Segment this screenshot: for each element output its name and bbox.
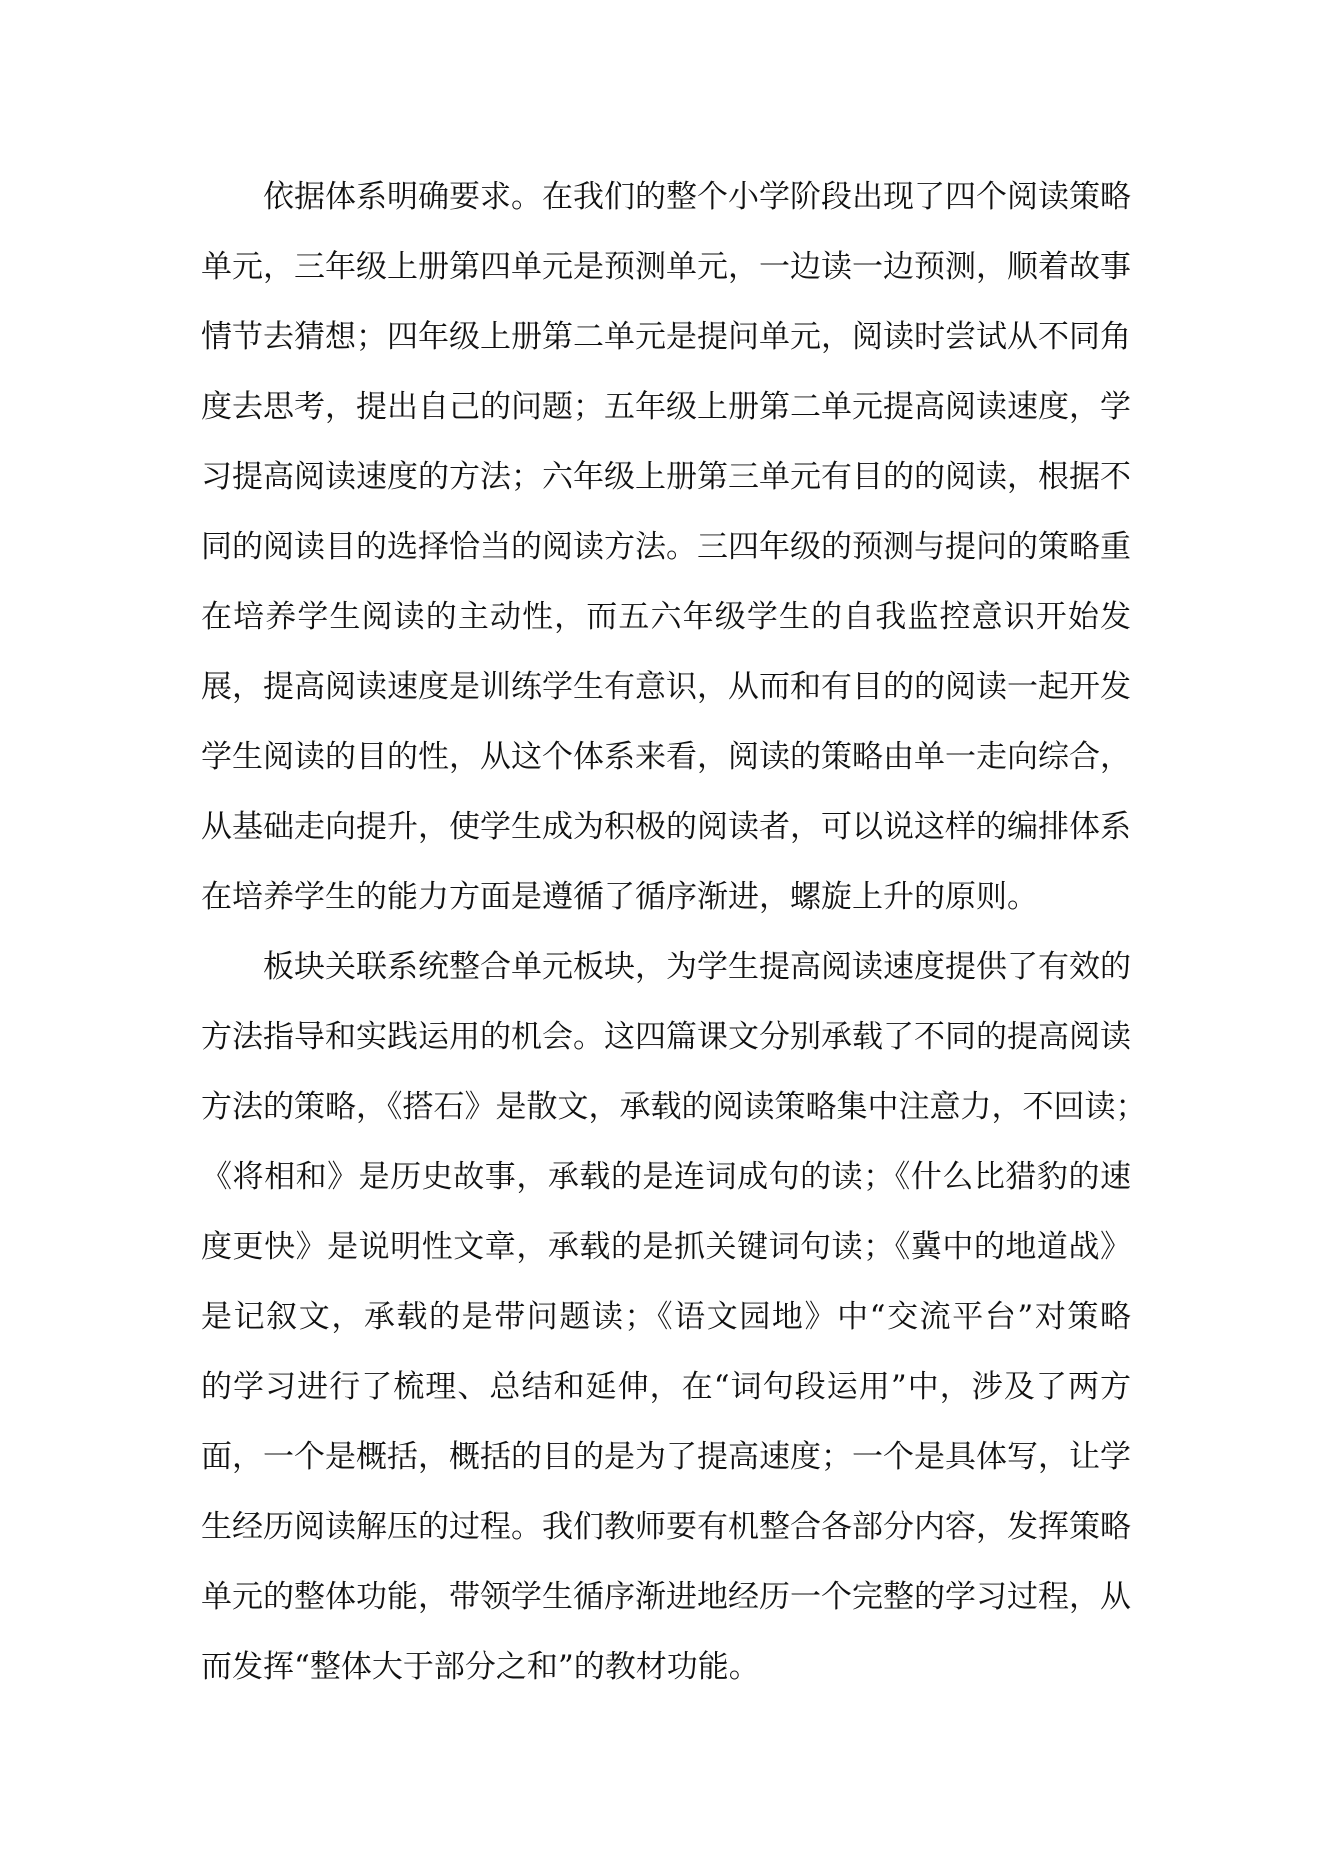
paragraph-2-line-5: 度更快》是说明性文章，承载的是抓关键词句读；《冀中的地道战》 bbox=[201, 1229, 1131, 1265]
paragraph-1-line-10: 从基础走向提升，使学生成为积极的阅读者，可以说这样的编排体系 bbox=[201, 809, 1131, 845]
paragraph-1-line-9: 学生阅读的目的性，从这个体系来看，阅读的策略由单一走向综合， bbox=[201, 739, 1131, 775]
paragraph-1-line-2: 单元，三年级上册第四单元是预测单元，一边读一边预测，顺着故事 bbox=[201, 249, 1131, 285]
paragraph-1-line-4: 度去思考，提出自己的问题；五年级上册第二单元提高阅读速度，学 bbox=[201, 389, 1131, 425]
paragraph-1-line-5: 习提高阅读速度的方法；六年级上册第三单元有目的的阅读，根据不 bbox=[201, 459, 1131, 495]
paragraph-2-line-9: 生经历阅读解压的过程。我们教师要有机整合各部分内容，发挥策略 bbox=[201, 1509, 1131, 1545]
paragraph-2-line-8: 面，一个是概括，概括的目的是为了提高速度；一个是具体写，让学 bbox=[201, 1439, 1131, 1475]
paragraph-1-line-1: 依据体系明确要求。在我们的整个小学阶段出现了四个阅读策略 bbox=[263, 179, 1131, 215]
paragraph-1-line-6: 同的阅读目的选择恰当的阅读方法。三四年级的预测与提问的策略重 bbox=[201, 529, 1131, 565]
paragraph-2-line-2: 方法指导和实践运用的机会。这四篇课文分别承载了不同的提高阅读 bbox=[201, 1019, 1131, 1055]
paragraph-2-line-3: 方法的策略，《搭石》是散文，承载的阅读策略集中注意力，不回读； bbox=[201, 1089, 1147, 1125]
paragraph-2-line-4: 《将相和》是历史故事，承载的是连词成句的读；《什么比猎豹的速 bbox=[201, 1159, 1131, 1195]
paragraph-1-line-3: 情节去猜想；四年级上册第二单元是提问单元，阅读时尝试从不同角 bbox=[201, 319, 1131, 355]
paragraph-2-line-7: 的学习进行了梳理、总结和延伸，在“词句段运用”中，涉及了两方 bbox=[201, 1369, 1131, 1405]
paragraph-2-line-1: 板块关联系统整合单元板块，为学生提高阅读速度提供了有效的 bbox=[263, 949, 1131, 985]
paragraph-1-line-7: 在培养学生阅读的主动性，而五六年级学生的自我监控意识开始发 bbox=[201, 599, 1131, 635]
paragraph-1-line-8: 展，提高阅读速度是训练学生有意识，从而和有目的的阅读一起开发 bbox=[201, 669, 1131, 705]
paragraph-2-line-6: 是记叙文，承载的是带问题读；《语文园地》中“交流平台”对策略 bbox=[201, 1299, 1131, 1335]
paragraph-1-line-11: 在培养学生的能力方面是遵循了循序渐进，螺旋上升的原则。 bbox=[201, 879, 1038, 915]
paragraph-2-line-11: 而发挥“整体大于部分之和”的教材功能。 bbox=[201, 1649, 760, 1685]
paragraph-2-line-10: 单元的整体功能，带领学生循序渐进地经历一个完整的学习过程，从 bbox=[201, 1579, 1131, 1615]
